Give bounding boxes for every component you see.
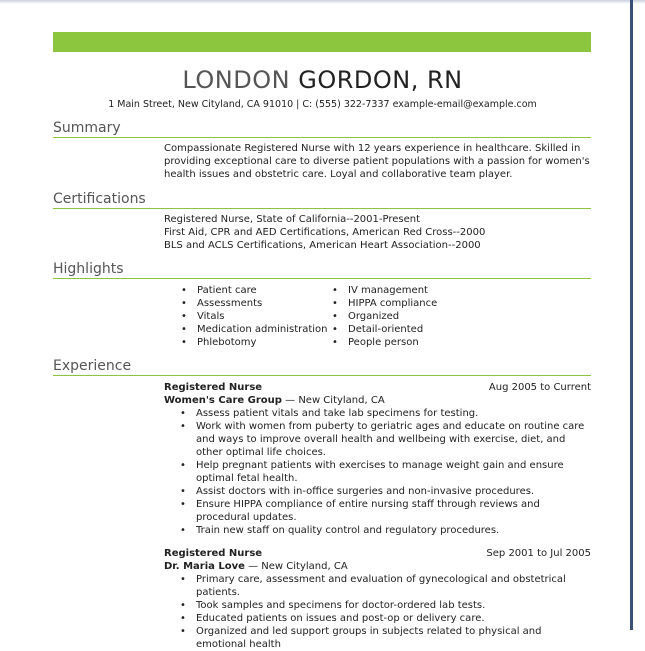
highlights-left-list: [181, 284, 331, 349]
highlight-item: • HIPPA compliance: [332, 297, 492, 310]
highlight-item: • Assessments: [181, 297, 331, 310]
certification-item: BLS and ACLS Certifications, American Heart Association--2000: [164, 240, 481, 251]
job-dates: Aug 2005 to Current: [488, 382, 591, 393]
certification-item: Registered Nurse, State of California--2001-Present: [164, 214, 421, 225]
highlight-item: • Detail-oriented: [332, 323, 492, 336]
section-rule: [53, 375, 591, 376]
job-employer: Women's Care Group: [164, 395, 282, 406]
candidate-name: [0, 66, 645, 94]
job-duty: • Organized and led support groups in subjects related to physical and emotional health: [180, 625, 592, 651]
job-duties-list: [180, 407, 592, 537]
highlight-item: • Vitals: [181, 310, 331, 323]
job-dates: Sep 2001 to Jul 2005: [486, 548, 591, 559]
job-duties-list: [180, 573, 592, 651]
job-header: Registered Nurse Aug 2005 to Current Women's Care Group — New Cityland, CA: [164, 382, 591, 406]
job-duty: • Ensure HIPPA compliance of entire nursing staff through reviews and procedural updates.: [180, 498, 592, 524]
highlight-item: • People person: [332, 336, 492, 349]
job-duty: • Primary care, assessment and evaluation of gynecological and obstetrical patients.: [180, 573, 592, 599]
contact-line: 1 Main Street, New Cityland, CA 91010 | C: (555) 322-7337 example-email@example.com: [108, 99, 537, 110]
highlights-right-list: [332, 284, 492, 349]
last-name: GORDON, RN: [298, 66, 463, 94]
header-accent-bar: [53, 32, 591, 52]
section-title-highlights: Highlights: [53, 261, 124, 277]
certification-item: First Aid, CPR and AED Certifications, American Red Cross--2000: [164, 227, 486, 238]
job-duty: • Train new staff on quality control and regulatory procedures.: [180, 524, 592, 537]
section-rule: [53, 137, 591, 138]
section-title-experience: Experience: [53, 358, 132, 374]
highlight-item: • IV management: [332, 284, 492, 297]
job-location: New Cityland, CA: [261, 561, 348, 572]
job-location: New Cityland, CA: [298, 395, 385, 406]
highlight-item: • Medication administration: [181, 323, 331, 336]
job-duty: • Educated patients on issues and post-op or delivery care.: [180, 612, 592, 625]
section-title-summary: Summary: [53, 120, 121, 136]
job-duty: • Took samples and specimens for doctor-ordered lab tests.: [180, 599, 592, 612]
section-title-certifications: Certifications: [53, 191, 146, 207]
job-employer: Dr. Maria Love: [164, 561, 245, 572]
highlight-item: • Patient care: [181, 284, 331, 297]
summary-text: Compassionate Registered Nurse with 12 years experience in healthcare. Skilled in providing exceptional care to diverse patient populations with a passion for women's health issues and obstetric care. Loyal and collaborative team player.: [164, 143, 590, 180]
job-duty: • Help pregnant patients with exercises to manage weight gain and ensure optimal fetal health.: [180, 459, 592, 485]
job-title: Registered Nurse: [164, 548, 263, 559]
job-header: Registered Nurse Sep 2001 to Jul 2005 Dr. Maria Love — New Cityland, CA: [164, 548, 591, 572]
first-name: LONDON: [182, 66, 291, 94]
job-duty: • Work with women from puberty to geriatric ages and educate on routine care and ways to improve overall health and wellbeing with exercise, diet, and other optimal life choices.: [180, 420, 592, 459]
section-rule: [53, 278, 591, 279]
job-title: Registered Nurse: [164, 382, 263, 393]
highlight-item: • Organized: [332, 310, 492, 323]
job-duty: • Assist doctors with in-office surgeries and non-invasive procedures.: [180, 485, 592, 498]
section-rule: [53, 208, 591, 209]
certifications-list: [164, 213, 594, 252]
highlight-item: • Phlebotomy: [181, 336, 331, 349]
job-duty: • Assess patient vitals and take lab specimens for testing.: [180, 407, 592, 420]
